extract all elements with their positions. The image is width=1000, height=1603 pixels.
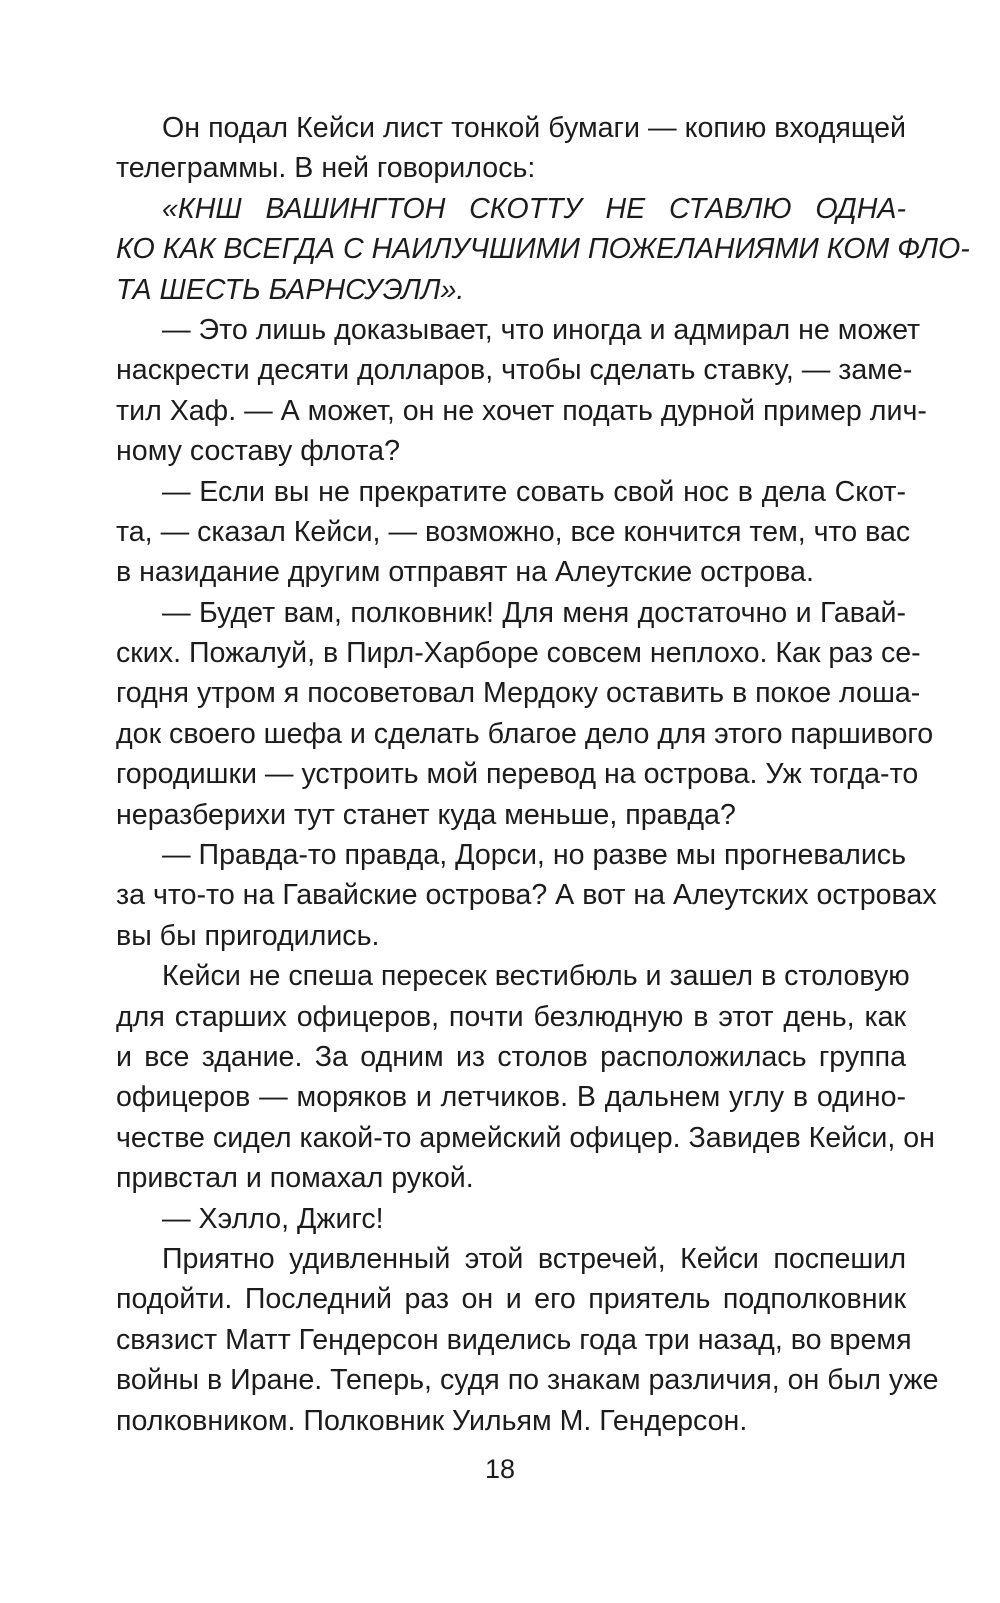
paragraph — [116, 108, 906, 189]
text-line: ному составу флота? — [116, 435, 400, 468]
text-line: неразберихи тут станет куда меньше, правда? — [116, 798, 736, 831]
text-line: за что-то на Гавайские острова? А вот на Алеутских островах — [116, 879, 937, 912]
paragraph — [116, 593, 934, 835]
paragraph — [116, 472, 911, 593]
text-line: та, — сказал Кейси, — возможно, все кончится тем, что вас — [116, 515, 911, 548]
text-line: — Будет вам, полковник! Для меня достаточно и Гавай- — [162, 596, 906, 629]
text-line: телеграммы. В ней говорилось: — [116, 152, 536, 185]
text-line: войны в Иране. Теперь, судя по знакам различия, он был уже — [116, 1364, 939, 1397]
text-line: Кейси не спеша пересек вестибюль и зашел в столовую — [162, 960, 910, 993]
text-line: Он подал Кейси лист тонкой бумаги — копию входящей — [162, 112, 906, 144]
text-line: и все здание. За одним из столов расположилась группа — [116, 1040, 906, 1073]
text-line: — Хэлло, Джигс! — [162, 1202, 384, 1235]
text-line: подойти. Последний раз он и его приятель подполковник — [116, 1283, 906, 1316]
text-line: городишки — устроить мой перевод на острова. Уж тогда-то — [116, 758, 919, 791]
paragraph — [116, 1199, 906, 1239]
text-line: наскрести десяти долларов, чтобы сделать ставку, — заме- — [116, 354, 913, 387]
text-line: Приятно удивленный этой встречей, Кейси поспешил — [162, 1242, 906, 1275]
paragraph — [116, 1239, 939, 1441]
text-line: честве сидел какой-то армейский офицер. Завидев Кейси, он — [116, 1121, 935, 1154]
telegram-quote — [116, 189, 970, 310]
text-line: в назидание другим отправят на Алеутские острова. — [116, 556, 814, 589]
text-line: для старших офицеров, почти безлюдную в этот день, как — [116, 1000, 906, 1033]
text-line: док своего шефа и сделать благое дело для этого паршивого — [116, 717, 934, 750]
text-line: годня утром я посоветовал Мердоку оставить в покое лоша- — [116, 677, 921, 710]
text-line: ских. Пожалуй, в Пирл-Харборе совсем неплохо. Как раз се- — [116, 637, 921, 670]
text-line: вы бы пригодились. — [116, 919, 380, 952]
page-body — [116, 108, 970, 1441]
text-line: «КНШ ВАШИНГТОН СКОТТУ НЕ СТАВЛЮ ОДНА- — [162, 192, 906, 225]
text-line: полковником. Полковник Уильям М. Гендерсон. — [116, 1404, 748, 1437]
page-number: 18 — [484, 1454, 516, 1484]
text-line: тил Хаф. — А может, он не хочет подать дурной пример лич- — [116, 394, 927, 427]
text-line: — Это лишь доказывает, что иногда и адмирал не может — [162, 313, 921, 346]
text-line: — Правда-то правда, Дорси, но разве мы прогневались — [162, 839, 906, 872]
paragraph — [116, 835, 937, 956]
paragraph — [116, 956, 935, 1198]
text-line: ТА ШЕСТЬ БАРНСУЭЛЛ». — [116, 273, 465, 306]
text-line: привстал и помахал рукой. — [116, 1162, 474, 1195]
text-line: — Если вы не прекратите совать свой нос в дела Скот- — [162, 475, 906, 508]
paragraph — [116, 310, 927, 472]
text-line: офицеров — моряков и летчиков. В дальнем углу в одино- — [116, 1081, 906, 1114]
text-line: связист Матт Гендерсон виделись года три назад, во время — [116, 1323, 912, 1356]
text-line: КО КАК ВСЕГДА С НАИЛУЧШИМИ ПОЖЕЛАНИЯМИ КОМ ФЛО- — [116, 233, 970, 266]
